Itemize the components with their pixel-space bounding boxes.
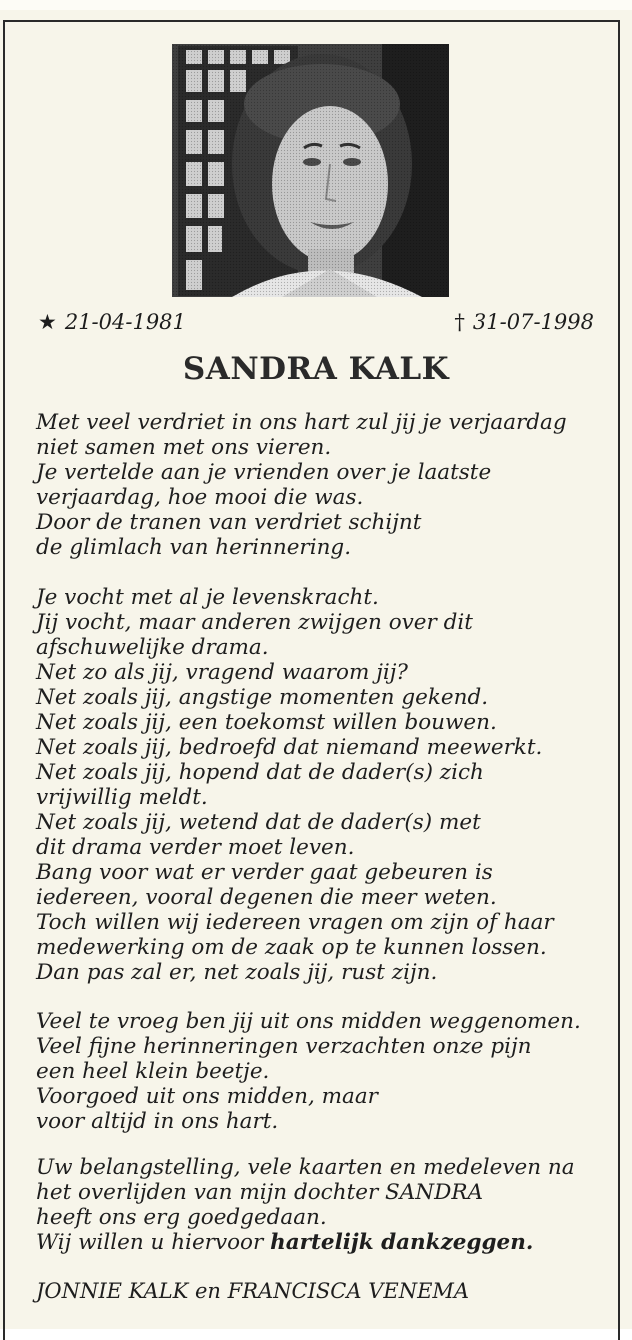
thank-you-line: Uw belangstelling, vele kaarten en medeleven na	[36, 1155, 575, 1180]
poem-line: voor altijd in ons hart.	[36, 1109, 279, 1134]
poem-line: verjaardag, hoe mooi die was.	[36, 485, 364, 510]
poem-line: Je vertelde aan je vrienden over je laatste	[36, 460, 492, 485]
poem-stanza-1	[36, 410, 606, 560]
birth-date	[38, 310, 186, 334]
portrait-image	[172, 44, 449, 297]
signature: JONNIE KALK en FRANCISCA VENEMA	[36, 1279, 470, 1303]
death-date	[454, 310, 594, 334]
thank-you-line: het overlijden van mijn dochter SANDRA	[36, 1180, 484, 1205]
poem-line: Jij vocht, maar anderen zwijgen over dit	[36, 610, 473, 635]
star-icon: ★	[38, 310, 57, 334]
clipping-top-edge	[0, 0, 632, 10]
birth-date-value: 21-04-1981	[64, 310, 186, 334]
poem-line: Net zoals jij, hopend dat de dader(s) zich	[36, 760, 484, 785]
poem-line: medewerking om de zaak op te kunnen lossen.	[36, 935, 547, 960]
poem-line: Net zoals jij, wetend dat de dader(s) met	[36, 810, 481, 835]
thank-you-line	[36, 1230, 606, 1255]
poem-line: Je vocht met al je levenskracht.	[36, 585, 379, 610]
deceased-name: SANDRA KALK	[182, 351, 450, 387]
poem-line: Dan pas zal er, net zoals jij, rust zijn.	[36, 960, 438, 985]
thank-you-emphasis: hartelijk dankzeggen.	[270, 1230, 534, 1255]
poem-stanza-3	[36, 1009, 606, 1134]
poem-line: Net zoals jij, bedroefd dat niemand meewerkt.	[36, 735, 543, 760]
portrait-photo	[172, 44, 449, 297]
poem-line: Voorgoed uit ons midden, maar	[36, 1084, 378, 1109]
death-date-value: 31-07-1998	[472, 310, 594, 334]
poem-line: afschuwelijke drama.	[36, 635, 269, 660]
poem-line: Net zoals jij, een toekomst willen bouwen.	[36, 710, 497, 735]
thank-you-prefix: Wij willen u hiervoor	[36, 1230, 271, 1255]
life-dates	[38, 310, 594, 340]
poem-line: Net zo als jij, vragend waarom jij?	[36, 660, 408, 685]
poem-line: Met veel verdriet in ons hart zul jij je verjaardag	[36, 410, 567, 435]
poem-line: een heel klein beetje.	[36, 1059, 270, 1084]
poem-line: Door de tranen van verdriet schijnt	[36, 510, 422, 535]
poem-line: vrijwillig meldt.	[36, 785, 208, 810]
poem-line: niet samen met ons vieren.	[36, 435, 332, 460]
poem-line: de glimlach van herinnering.	[36, 535, 352, 560]
thank-you-line: heeft ons erg goedgedaan.	[36, 1205, 327, 1230]
poem-line: iedereen, vooral degenen die meer weten.	[36, 885, 497, 910]
poem-line: Veel te vroeg ben jij uit ons midden weggenomen.	[36, 1009, 581, 1034]
poem-line: Net zoals jij, angstige momenten gekend.	[36, 685, 489, 710]
poem-line: Toch willen wij iedereen vragen om zijn of haar	[36, 910, 554, 935]
poem-line: dit drama verder moet leven.	[36, 835, 355, 860]
dagger-icon: †	[454, 310, 465, 334]
poem-stanza-2	[36, 585, 606, 985]
thank-you-text	[36, 1155, 606, 1255]
poem-line: Veel fijne herinneringen verzachten onze pijn	[36, 1034, 532, 1059]
poem-line: Bang voor wat er verder gaat gebeuren is	[36, 860, 493, 885]
